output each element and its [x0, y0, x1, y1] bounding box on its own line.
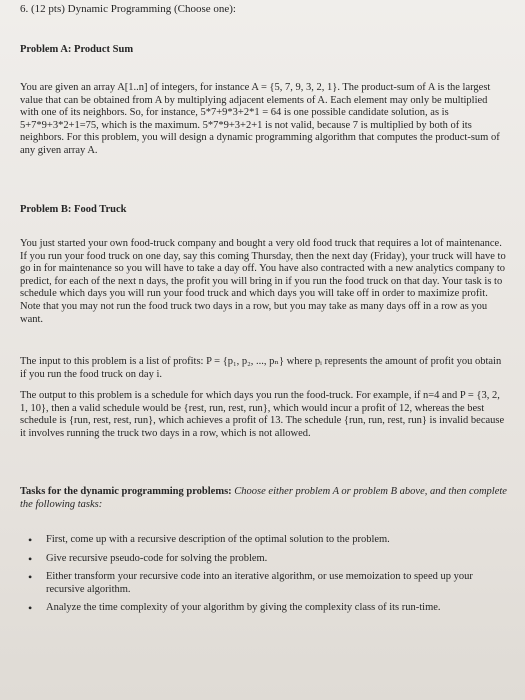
task-item: • Either transform your recursive code into an iterative algorithm, or use memoization to speed up your recursive algorithm.	[36, 571, 506, 596]
tasks-intro	[20, 486, 507, 511]
tasks-instruction: Choose either problem A or problem B above, and then complete the following tasks:	[20, 486, 507, 510]
task-item: • Give recursive pseudo-code for solving the problem.	[36, 553, 506, 566]
problem-b-paragraph-2: The input to this problem is a list of profits: P = {p₁, p₂, ..., pₙ} where pᵢ represents the amount of profit you obtain if you run the food truck on day i.	[20, 356, 502, 380]
problem-b-paragraph-3: The output to this problem is a schedule for which days you run the food-truck. For example, if n=4 and P = {3, 2, 1, 10}, then a valid schedule would be {rest, run, rest, run}, which would incur a profit of 12, whereas the best schedule is {run, rest, rest, run}, which achieves a profit of 13. The schedule {run, run, rest, run} is invalid because it involves running the truck two days in a row, which is not allowed.	[20, 390, 505, 439]
problem-a-heading: Problem A: Product Sum	[20, 44, 134, 55]
tasks-heading: Tasks for the dynamic programming problems:	[20, 486, 232, 497]
problem-a-paragraph: You are given an array A[1..n] of integers, for instance A = {5, 7, 9, 3, 2, 1}. The product-sum of A is the largest value that can be obtained from A by multiplying adjacent elements of A. Each element may only be multiplied with one of its neighbors. So, for instance, 5*7+9*3+2*1 = 64 is one possible candidate solution, as is 5+7*9+3*2+1=75, which is the maximum. 5*7*9+3+2+1 is not valid, because 7 is multiplied by both of its neighbors. For this problem, you will design a dynamic programming algorithm that computes the product-sum of any given array A.	[20, 82, 500, 156]
task-list	[20, 534, 506, 621]
task-item: • First, come up with a recursive description of the optimal solution to the problem.	[36, 534, 506, 547]
problem-b-heading: Problem B: Food Truck	[20, 204, 127, 215]
task-item: • Analyze the time complexity of your algorithm by giving the complexity class of its run-time.	[36, 602, 506, 615]
question-title: 6. (12 pts) Dynamic Programming (Choose one):	[20, 3, 236, 15]
problem-b-paragraph-1: You just started your own food-truck company and bought a very old food truck that requires a lot of maintenance. If you run your food truck on one day, say this coming Thursday, then the next day (Friday), your truck will have to go in for maintenance so you will have to take a day off. You have also contracted with a new analytics company to predict, for each of the next n days, the profit you will bring in if you run the food truck on that day. Your task is to schedule which days you will run your food truck and which days you will take off in order to maximize profit. Note that you may not run the food truck two days in a row, but you may take as many days off in a row as you want.	[20, 238, 506, 325]
